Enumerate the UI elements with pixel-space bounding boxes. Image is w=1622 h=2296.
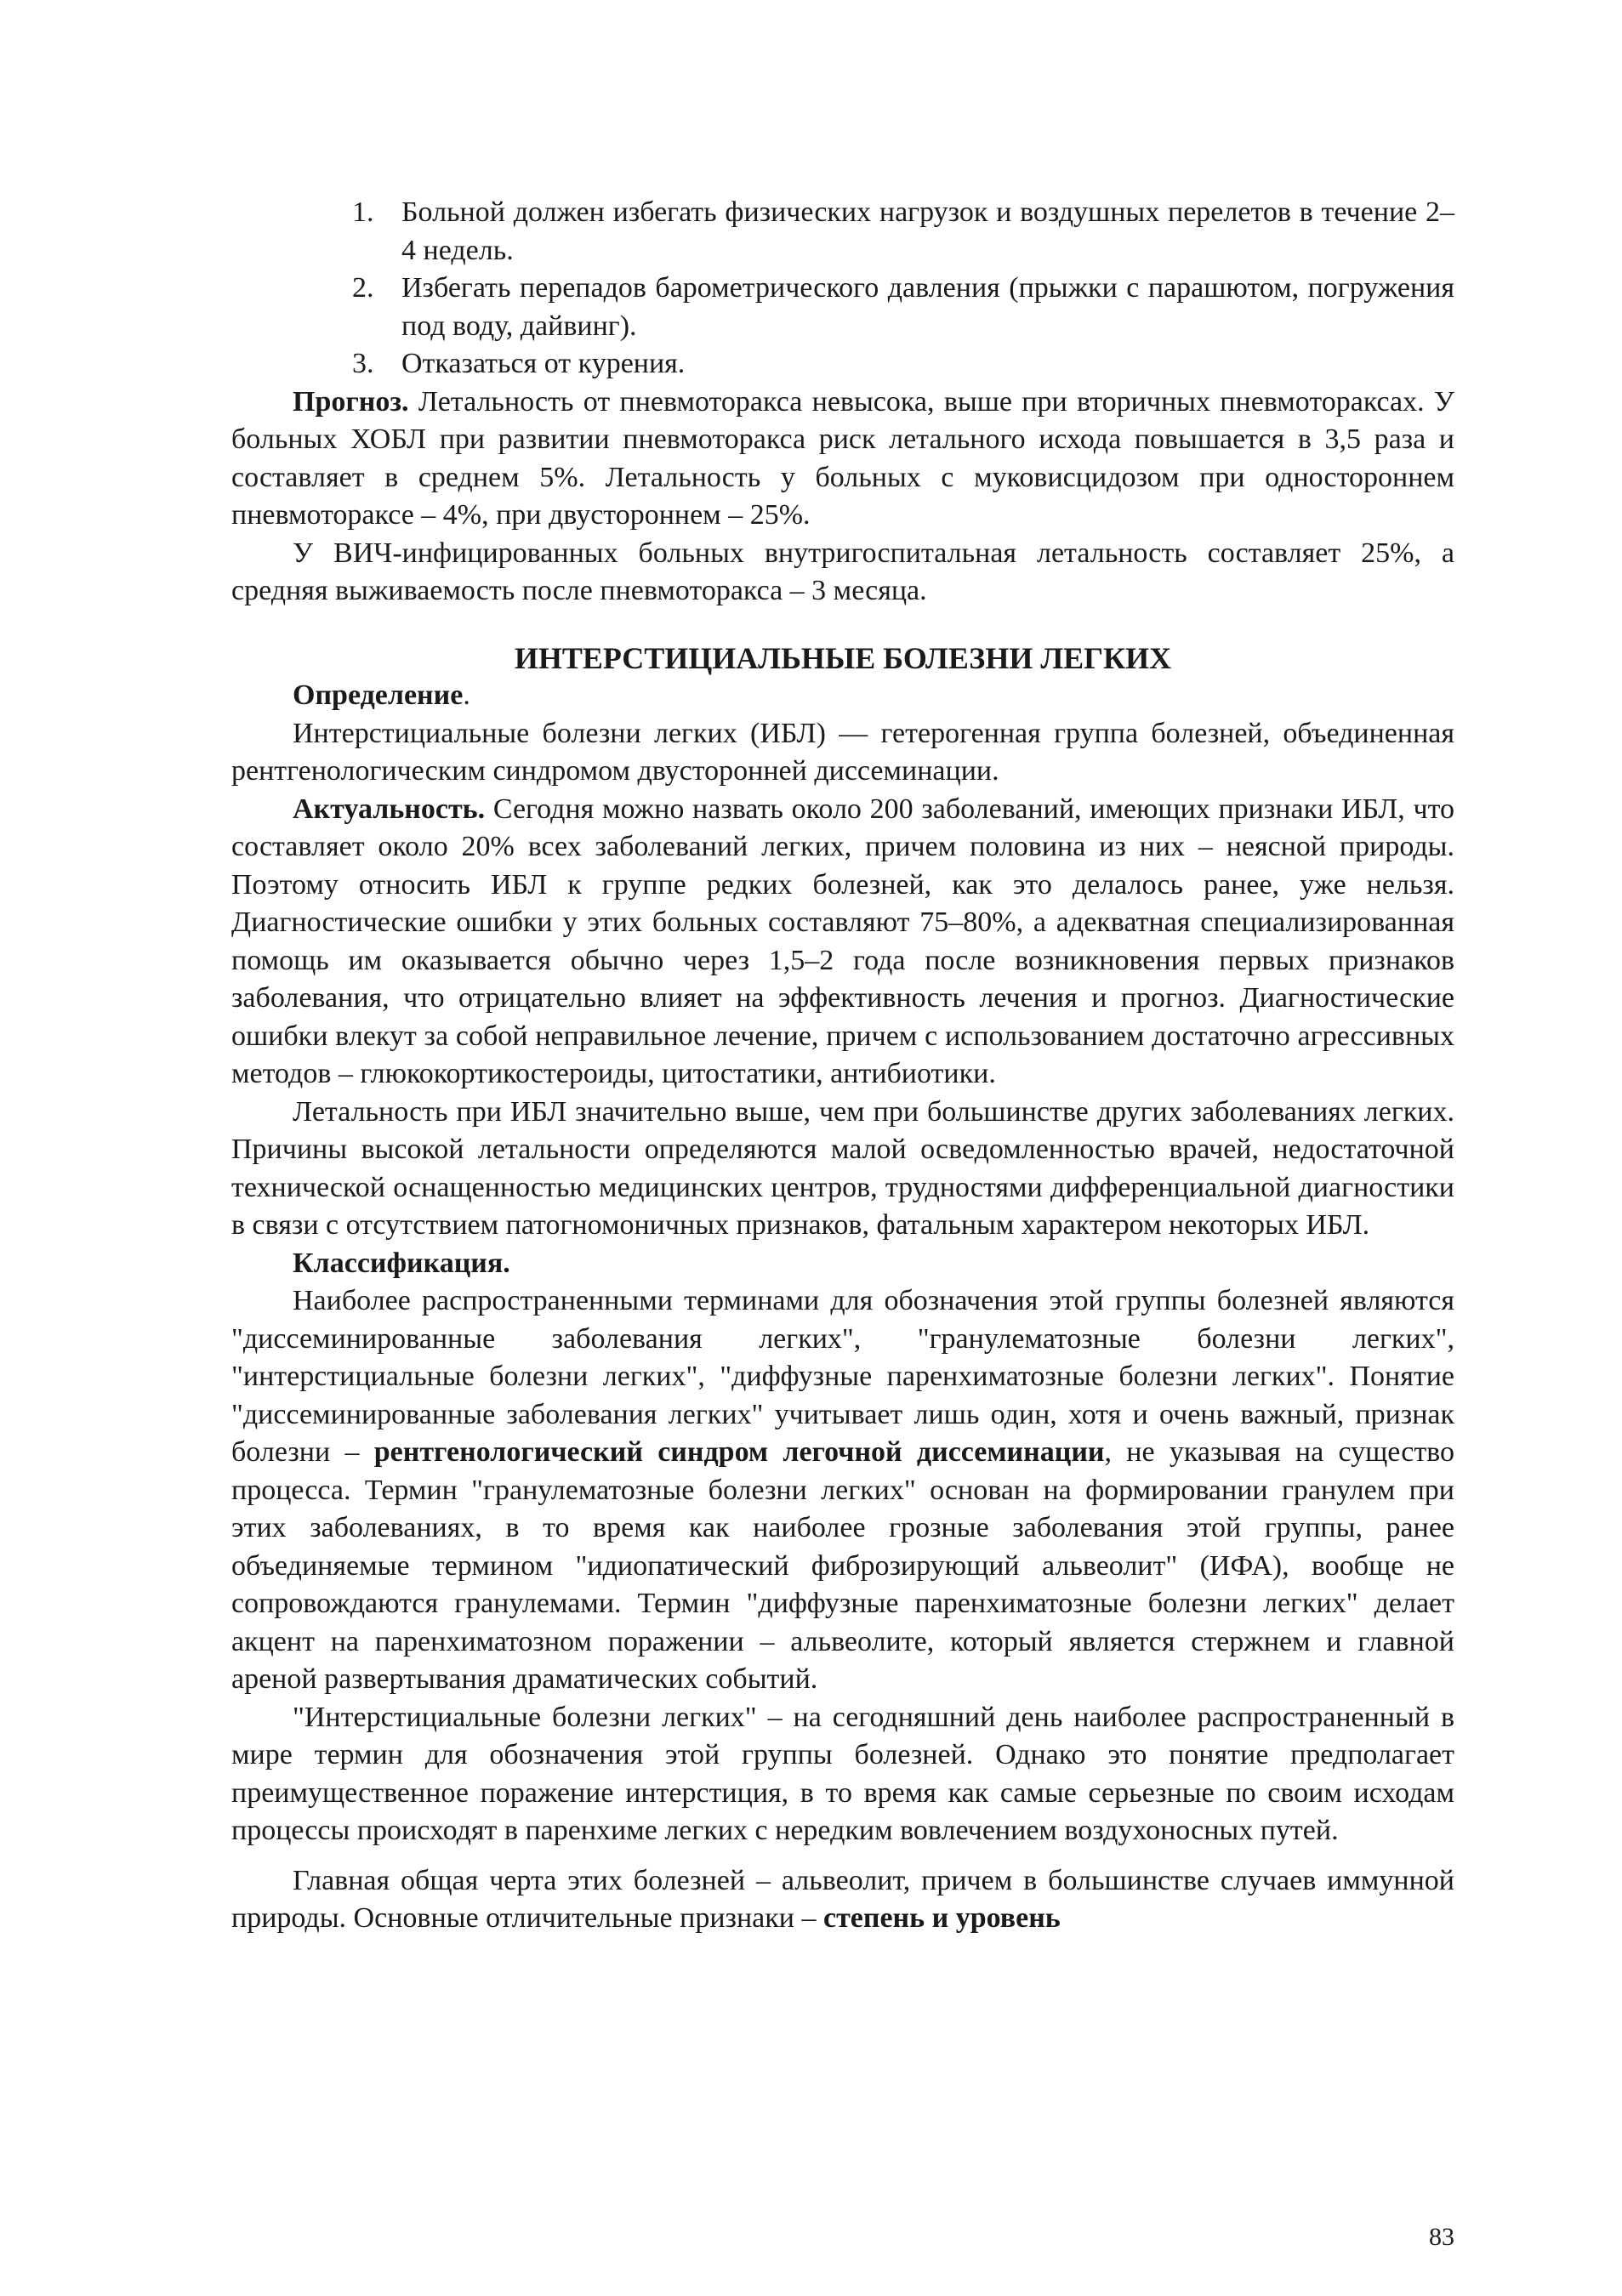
list-item-text: Больной должен избегать физических нагрузок и воздушных перелетов в течение 2–4 недель. <box>401 196 1454 266</box>
list-item-number: 2. <box>352 272 374 304</box>
list-item-number: 1. <box>352 196 374 228</box>
classification-label: Классификация. <box>293 1247 510 1279</box>
definition-label: Определение <box>293 679 464 711</box>
relevance-text: Сегодня можно назвать около 200 заболеваний, имеющих признаки ИБЛ, что составляет около 20% всех заболеваний легких, причем половина из них – неясной природы. Поэтому относить ИБЛ к группе редких болезней, как это делалось ранее, уже нельзя. Диагностические ошибки у этих больных составляют 75–80%, а адекватная специализированная помощь им оказывается обычно через 1,5–2 года после возникновения первых признаков заболевания, что отрицательно влияет на эффективность лечения и прогноз. Диагностические ошибки влекут за собой неправильное лечение, причем с использованием достаточно агрессивных методов – глюкокортикостероиды, цитостатики, антибиотики. <box>231 793 1454 1089</box>
classification-text-3a: Главная общая черта этих болезней – альвеолит, причем в большинстве случаев иммунной природы. Основные отличительные признаки – <box>231 1864 1454 1934</box>
recommendations-list <box>231 194 1454 384</box>
classification-bold-1: рентгенологический синдром легочной диссеминации <box>373 1436 1105 1468</box>
definition-dot: . <box>463 679 470 711</box>
list-item <box>231 270 1454 345</box>
list-item-text: Избегать перепадов барометрического давления (прыжки с парашютом, погружения под воду, дайвинг). <box>401 272 1454 342</box>
prognosis-paragraph <box>231 384 1454 535</box>
definition-paragraph: Интерстициальные болезни легких (ИБЛ) — гетерогенная группа болезней, объединенная рентгенологическим синдромом двусторонней диссеминации. <box>231 717 1454 787</box>
list-item <box>231 194 1454 270</box>
section-heading: ИНТЕРСТИЦИАЛЬНЫЕ БОЛЕЗНИ ЛЕГКИХ <box>514 640 1172 675</box>
classification-text-1b: , не указывая на существо процесса. Термин "гранулематозные болезни легких" основан на формировании гранулем при этих заболеваниях, в то время как наиболее грозные заболевания этой группы, ранее объединяемые термином "идиопатический фиброзирующий альвеолит" (ИФА), вообще не сопровождаются гранулемами. Термин "диффузные паренхиматозные болезни легких" делает акцент на паренхиматозном поражении – альвеолите, который является стержнем и главной ареной развертывания драматических событий. <box>231 1436 1455 1695</box>
list-item <box>231 345 1454 384</box>
prognosis-text: Летальность от пневмоторакса невысока, выше при вторичных пневмотораксах. У больных ХОБЛ при развитии пневмоторакса риск летального исхода повышается в 3,5 раза и составляет в среднем 5%. Летальность у больных с муковисцидозом при одностороннем пневмотораксе – 4%, при двустороннем – 25%. <box>231 385 1454 531</box>
classification-text-1a: Наиболее распространенными терминами для обозначения этой группы болезней являются "диссеминированные заболевания легких", "гранулематозные болезни легких", "интерстициальные болезни легких", "диффузные паренхиматозные болезни легких". Понятие "диссеминированные заболевания легких" учитывает лишь один, хотя и очень важный, признак болезни – <box>231 1285 1454 1468</box>
classification-bold-3: степень и уровень <box>822 1902 1061 1934</box>
prognosis-label: Прогноз. <box>293 385 409 418</box>
page-number: 83 <box>1429 2223 1454 2251</box>
list-item-number: 3. <box>352 348 374 379</box>
classification-paragraph-2: "Интерстициальные болезни легких" – на сегодняшний день наиболее распространенный в мире термин для обозначения этой группы болезней. Однако это понятие предполагает преимущественное поражение интерстиция, в то время как самые серьезные по своим исходам процессы происходят в паренхиме легких с нередким вовлечением воздухоносных путей. <box>231 1701 1454 1846</box>
relevance-paragraph <box>231 791 1454 1094</box>
classification-paragraph-1 <box>231 1282 1454 1699</box>
page-body <box>231 194 1454 1938</box>
classification-label-line <box>231 1245 1454 1283</box>
hiv-paragraph: У ВИЧ-инфицированных больных внутригоспитальная летальность составляет 25%, а средняя выживаемость после пневмоторакса – 3 месяца. <box>231 537 1454 606</box>
mortality-paragraph: Летальность при ИБЛ значительно выше, чем при большинстве других заболеваниях легких. Причины высокой летальности определяются малой осведомленностью врачей, недостаточной технической оснащенностью медицинских центров, трудностями дифференциальной диагностики в связи с отсутствием патогномоничных признаков, фатальным характером некоторых ИБЛ. <box>231 1095 1454 1241</box>
definition-label-line <box>231 677 1454 715</box>
relevance-label: Актуальность. <box>293 793 486 825</box>
classification-paragraph-3 <box>231 1862 1454 1938</box>
list-item-text: Отказаться от курения. <box>401 348 686 379</box>
